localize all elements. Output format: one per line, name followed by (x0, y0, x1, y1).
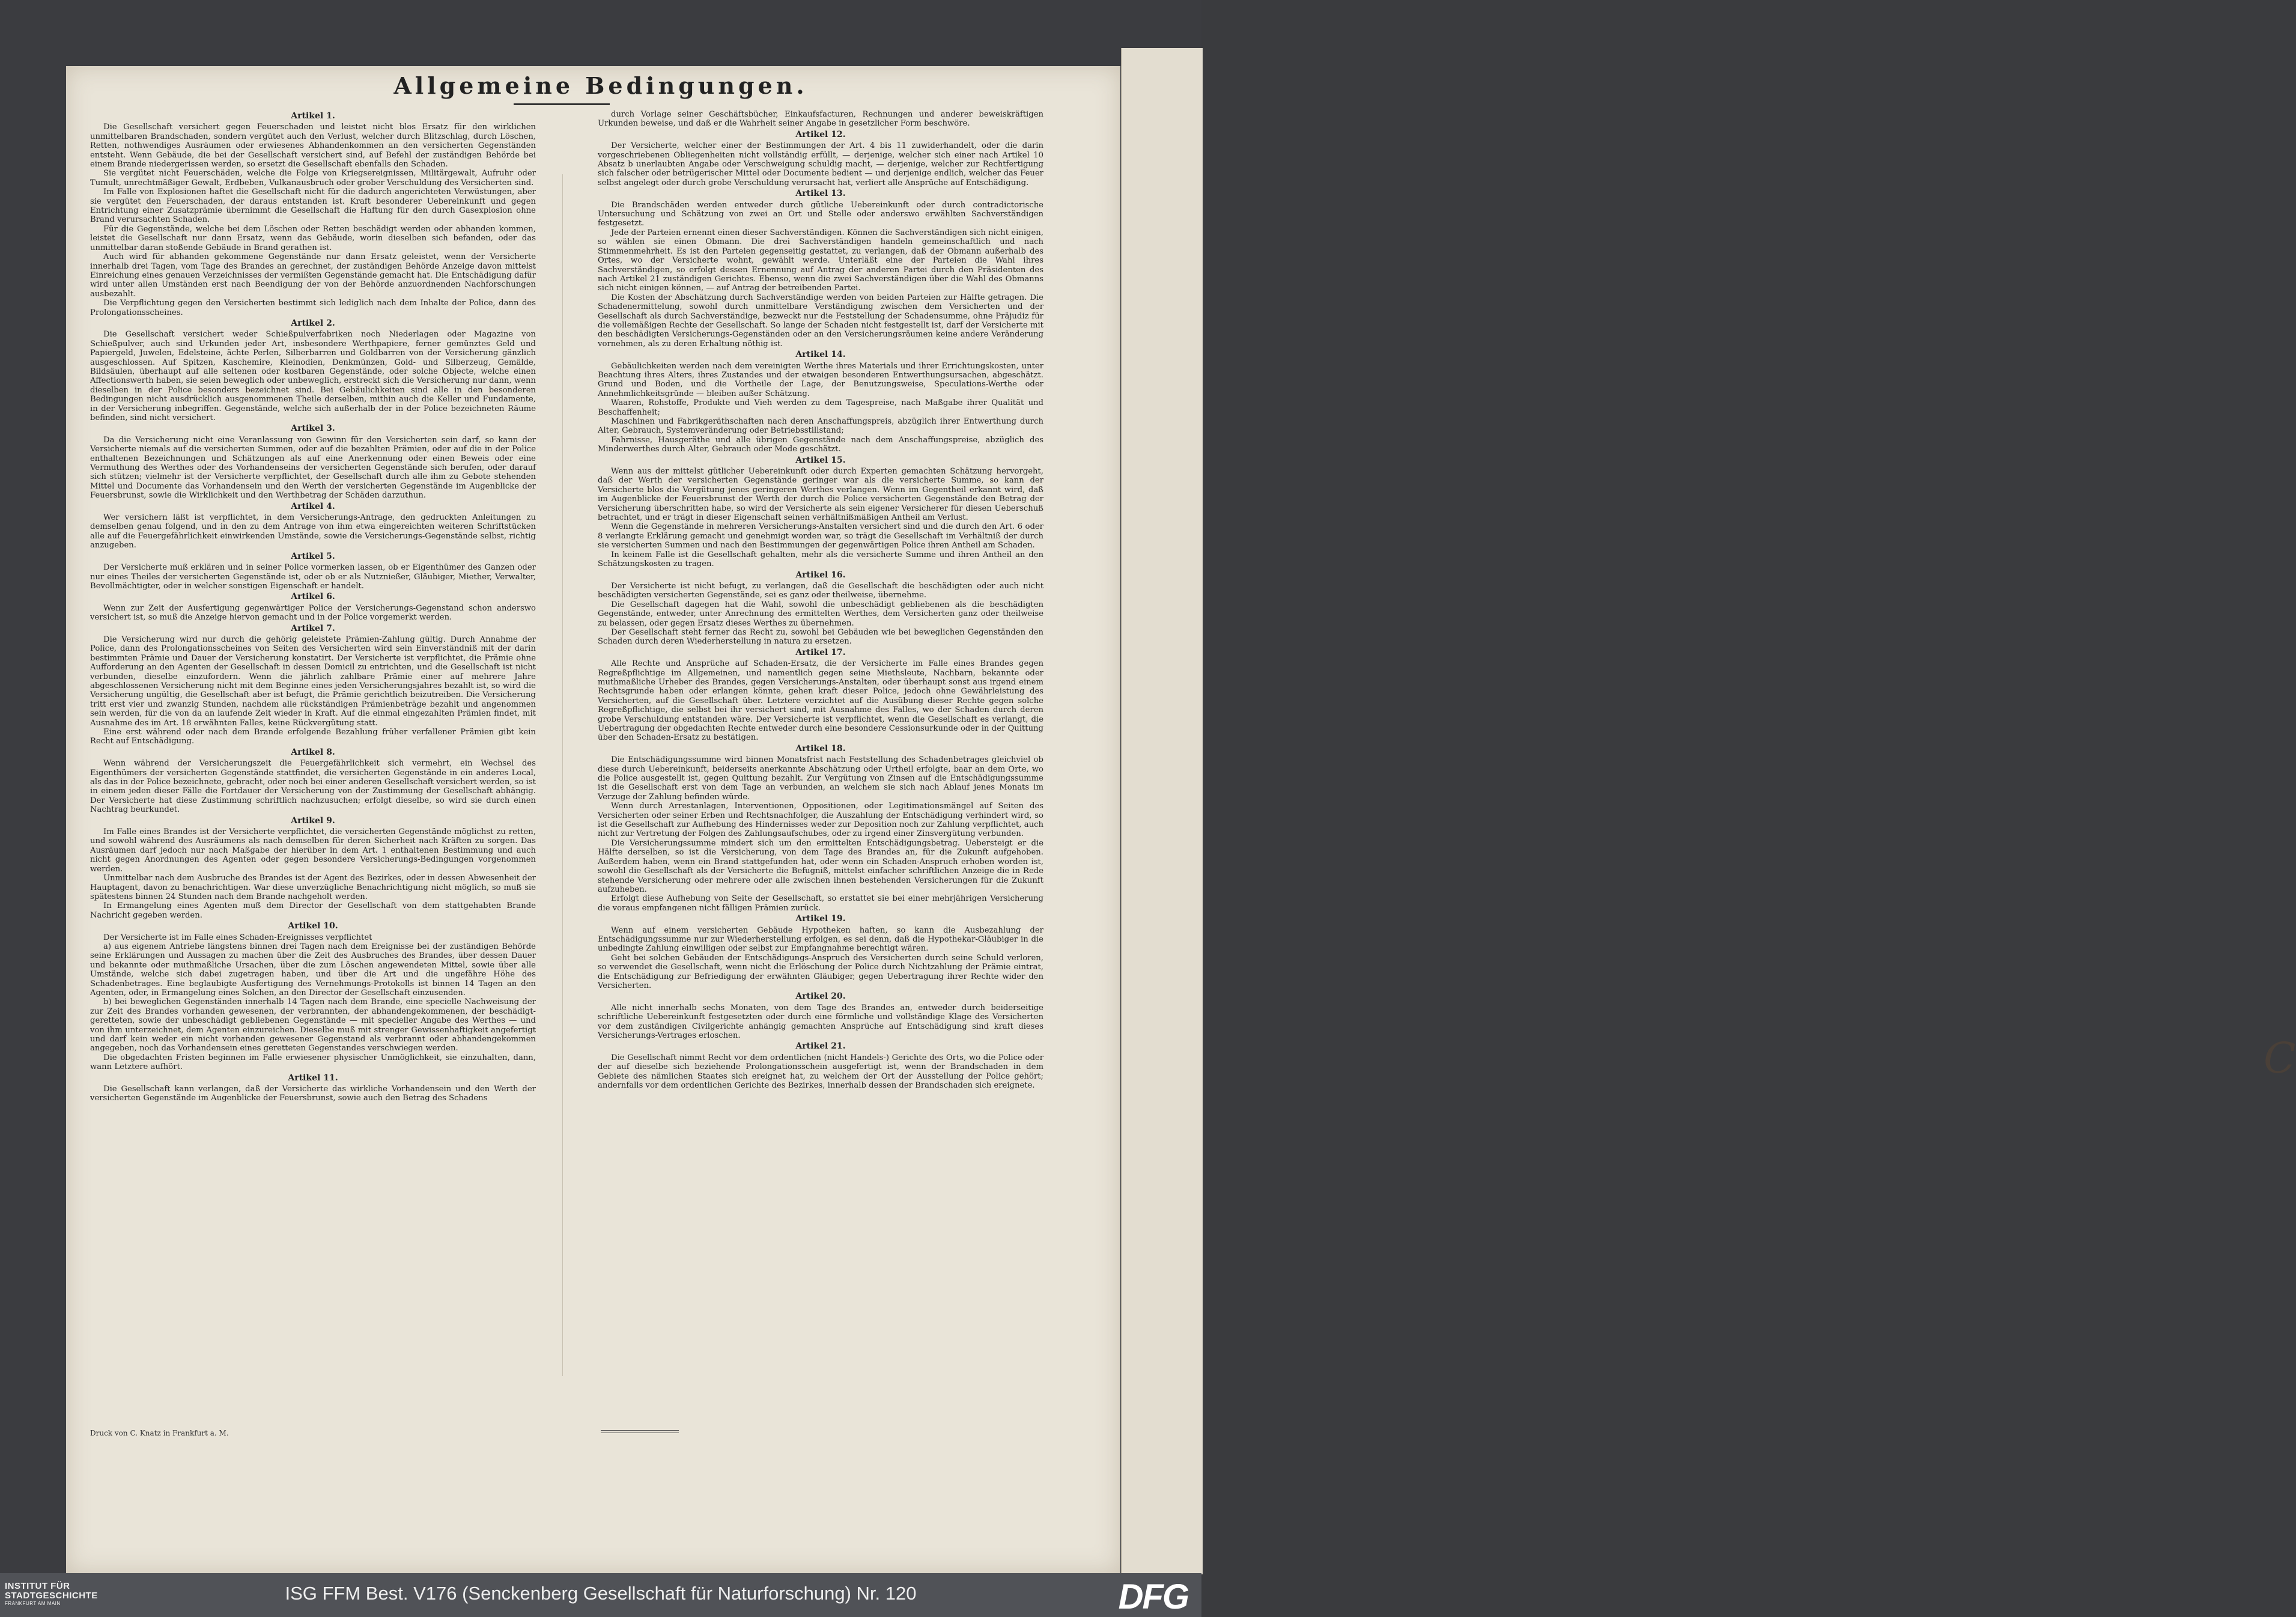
article-body (598, 110, 1043, 129)
article-paragraph: Die Gesellschaft kann verlangen, daß der Versicherte das wirkliche Vorhandensein und den Werth der versicherten Gegenstände im Augenblicke der Feuersbrunst, sowie auch den Betrag des Schadens (90, 1085, 536, 1103)
article-paragraph: Gebäulichkeiten werden nach dem vereinigten Werthe ihres Materials und ihrer Errichtungskosten, unter Beachtung ihres Alters, ihres Zustandes und der etwaigen besonderen Entwerthungsursachen, abgeschätzt. Grund und Boden, und die Vortheile der Lage, der Benutzungsweise, Speculations-Werthe oder Annehmlichkeitsgründe — bleiben außer Schätzung. (598, 361, 1043, 398)
article-paragraph: Erfolgt diese Aufhebung von Seite der Gesellschaft, so erstattet sie bei einer mehrjährigen Versicherung die voraus empfangenen nicht fälligen Prämien zurück. (598, 894, 1043, 913)
article-paragraph: Jede der Parteien ernennt einen dieser Sachverständigen. Können die Sachverständigen sich nicht einigen, so wählen sie einen Obmann. Die drei Sachverständigen handeln gemeinschaftlich und nach Stimmenmehrheit. Es ist den Parteien gegenseitig gestattet, zu verlangen, daß der Obmann außerhalb des Ortes, wo der Versicherte wohnt, gewählt werde. Unterläßt eine der Parteien die Wahl ihres Sachverständigen, so erfolgt dessen Ernennung auf Antrag der anderen Partei durch den Präsidenten des nach Artikel 21 zuständigen Gerichtes. Ebenso, wenn die zwei Sachverständigen über die Wahl des Obmanns sich nicht einigen können, — auf Antrag der betreibenden Partei. (598, 228, 1043, 293)
article-paragraph: Wenn zur Zeit der Ausfertigung gegenwärtiger Police der Versicherungs-Gegenstand schon anderswo versichert ist, so muß die Anzeige hiervon gemacht und in der Police vorgemerkt werden. (90, 603, 536, 623)
article-paragraph: Im Falle eines Brandes ist der Versicherte verpflichtet, die versicherten Gegenstände möglichst zu retten, und sowohl während des Ausräumens als nach demselben für deren Sicherheit nach Kräften zu sorgen. Das Ausräumen darf jedoch nur nach Maßgabe der hierüber in dem Art. 1 enthaltenen Bestimmung und auch nicht gegen Anordnungen des Agenten oder gegen besondere Versicherungs-Bedingungen vorgenommen werden. (90, 827, 536, 874)
article-heading: Artikel 4. (291, 501, 335, 511)
article-paragraph: Wenn die Gegenstände in mehreren Versicherungs-Anstalten versichert sind und die durch den Art. 6 oder 8 verlangte Erklärung gemacht und genehmigt worden war, so trägt die Gesellschaft im Verhältniß der durch sie versicherten Summen und nach den Bestimmungen der gegenwärtigen Police ihren Antheil am Schaden. (598, 522, 1043, 550)
article-paragraph: Wenn während der Versicherungszeit die Feuergefährlichkeit sich vermehrt, ein Wechsel des Eigenthümers der versicherten Gegenstände stattfindet, die versicherten Gegenstände in ein anderes Local, als das in der Police bezeichnete, gebracht, oder noch bei einer anderen Gesellschaft versichert werden, so ist in einem jeden dieser Fälle die Fortdauer der Versicherung von der Zustimmung der Gesellschaft abhängig. Der Versicherte hat diese Zustimmung schriftlich nachzusuchen; erfolgt dieselbe, so wird sie durch einen Nachtrag beurkundet. (90, 759, 536, 815)
article-paragraph: Auch wird für abhanden gekommene Gegenstände nur dann Ersatz geleistet, wenn der Versicherte innerhalb drei Tagen, vom Tage des Brandes an gerechnet, der zuständigen Behörde Anzeige davon mittelst Einreichung eines genauen Verzeichnisses der vermißten Gegenstände gemacht hat. Die Entschädigung dafür wird unter allen Umständen erst nach Beendigung der von der Behörde anzuordnenden Nachforschungen ausbezahlt. (90, 252, 536, 299)
article-body (598, 659, 1043, 743)
article-paragraph: Fahrnisse, Hausgeräthe und alle übrigen Gegenstände nach dem Anschaffungspreise, abzüglich des Minderwerthes durch Alter, Gebrauch oder Mode geschätzt. (598, 435, 1043, 454)
article-paragraph: Alle Rechte und Ansprüche auf Schaden-Ersatz, die der Versicherte im Falle eines Brandes gegen Regreßpflichtige im Allgemeinen, und namentlich gegen seine Miethsleute, Nachbarn, bekannte oder muthmaßliche Urheber des Brandes, gegen Versicherungs-Anstalten, oder überhaupt sonst aus irgend einem Rechtsgrunde haben oder erlangen könnte, gehen kraft dieser Police, jedoch ohne Gewährleistung des Versicherten, auf die Gesellschaft über. Letztere verzichtet auf die Ausübung dieser Rechte gegen solche Regreßpflichtige, die selbst bei ihr versichert sind, mit Ausnahme des Falles, wo der Schaden durch deren grobe Verschuldung entstanden wäre. Der Versicherte ist verpflichtet, wenn die Gesellschaft es verlangt, die Uebertragung der obgedachten Rechte entweder durch eine besondere Cessionsurkunde oder in der Quittung über den Schaden-Ersatz zu bestätigen. (598, 659, 1043, 743)
institution-line-1: INSTITUT FÜR (5, 1581, 70, 1591)
right-column (598, 110, 1043, 1090)
article-heading: Artikel 13. (795, 189, 846, 199)
article-heading: Artikel 7. (291, 623, 335, 633)
article-body (598, 755, 1043, 913)
article-paragraph: Die Verpflichtung gegen den Versicherten bestimmt sich lediglich nach dem Inhalte der Police, dann des Prolongationsscheines. (90, 299, 536, 317)
article-paragraph: Die Gesellschaft dagegen hat die Wahl, sowohl die unbeschädigt gebliebenen als die beschädigten Gegenstände, entweder, unter Anrechnung des ermittelten Werthes, dem Versicherten ganz oder theilweise zu belassen, oder gegen Ersatz dieses Werthes zu übernehmen. (598, 600, 1043, 628)
article-paragraph: Der Versicherte ist im Falle eines Schaden-Ereignisses verpflichtet (103, 933, 372, 942)
article-body (90, 1085, 536, 1103)
article-paragraph: Die Versicherungssumme mindert sich um den ermittelten Entschädigungsbetrag. Uebersteigt er die Hälfte derselben, so ist die Versicherung, von dem Tage des Brandes an, für die Zukunft aufgehoben. Außerdem haben, wenn ein Brand stattgefunden hat, oder wenn ein Schaden-Anspruch erhoben worden ist, sowohl die Gesellschaft als der Versicherte die Befugniß, mittelst einfacher schriftlichen Anzeige die in Rede stehende Versicherung oder mehrere oder alle zwischen ihnen bestehenden Versicherungen für die Zukunft aufzuheben. (598, 838, 1043, 894)
article-paragraph: Waaren, Rohstoffe, Produkte und Vieh werden zu dem Tagespreise, nach Maßgabe ihrer Qualität und Beschaffenheit; (598, 398, 1043, 417)
article-paragraph: Die Gesellschaft versichert weder Schießpulverfabriken noch Niederlagen oder Magazine von Schießpulver, auch sind Urkunden jeder Art, insbesondere Werthpapiere, ferner gemünztes Geld und Papiergeld, Juwelen, Edelsteine, ächte Perlen, Silberbarren und Goldbarren von der Versicherung gänzlich ausgeschlossen. Auf Spitzen, Kaschemire, Kleinodien, Denkmünzen, Gold- und Silberzeug, Gemälde, Bildsäulen, überhaupt auf alle seltenen oder kostbaren Gegenstände, oder solche Objecte, welche einen Affectionswerth haben, sie seien beweglich oder unbeweglich, erstreckt sich die Versicherung nur dann, wenn dieselben in der Police besonders bezeichnet sind. Bei Gebäulichkeiten sind alle in den besonderen Bedingungen nicht ausdrücklich ausgenommenen Theile derselben, mithin auch die Keller und Fundamente, in der Versicherung inbegriffen. Gegenstände, welche sich außerhalb der in der Police bezeichneten Räume befinden, sind nicht versichert. (90, 330, 536, 422)
article-paragraph: durch Vorlage seiner Geschäftsbücher, Einkaufsfacturen, Rechnungen und anderer beweiskräftigen Urkunden beweise, und daß er die Wahrheit seiner Angabe in gesetzlicher Form beschwöre. (598, 110, 1043, 129)
article-heading: Artikel 9. (291, 815, 335, 826)
article-heading: Artikel 20. (795, 991, 846, 1002)
article-paragraph: Wenn aus der mittelst gütlicher Uebereinkunft oder durch Experten gemachten Schätzung hervorgeht, daß der Werth der versicherten Gegenstände geringer war als die versicherte Summe, so kann der Versicherte blos die Vergütung jenes geringeren Werthes verlangen. Wenn im Gegentheil erkannt wird, daß im Augenblicke der Feuersbrunst der Werth der durch die Police versicherten Gegenstände den Betrag der Versicherung überschritten habe, so wird der Versicherte als sein eigener Versicherer für diesen Ueberschuß betrachtet, und er trägt in dieser Eigenschaft seinen verhältnißmäßigen Antheil am Verlust. (598, 467, 1043, 523)
article-heading: Artikel 12. (795, 129, 846, 139)
ornament-rule (601, 1430, 679, 1433)
article-paragraph: Der Gesellschaft steht ferner das Recht zu, sowohl bei Gebäuden wie bei beweglichen Gegenständen den Schaden durch deren Wiederherstellung in natura zu ersetzen. (598, 627, 1043, 647)
article-paragraph: Wenn auf einem versicherten Gebäude Hypotheken haften, so kann die Ausbezahlung der Entschädigungssumme nur zur Wiederherstellung erfolgen, es sei denn, daß die Hypothekar-Gläubiger in die unbedingte Zahlung einwilligen oder selbst zur Empfangnahme berechtigt wären. (598, 925, 1043, 954)
article-heading: Artikel 5. (291, 551, 335, 561)
article-paragraph: Der Versicherte, welcher einer der Bestimmungen der Art. 4 bis 11 zuwiderhandelt, oder die darin vorgeschriebenen Obliegenheiten nicht vollständig erfüllt, — derjenige, welcher sich einer nach Artikel 10 Absatz b unerlaubten Angabe oder Verschweigung schuldig macht, — derjenige, welcher zur Rechtfertigung sich falscher oder betrügerischer Mittel oder Documente bedient — und derjenige endlich, welcher das Feuer selbst angelegt oder durch grobe Verschuldung verursacht hat, verliert alle Ansprüche auf Entschädigung. (598, 141, 1043, 187)
title-underline (514, 103, 610, 105)
article-body (598, 362, 1043, 454)
article-paragraph: Wer versichern läßt ist verpflichtet, in dem Versicherungs-Antrage, den gedruckten Anleitungen zu demselben genau folgend, und in den zu dem Antrage von ihm etwa eingereichten weiteren Schriftstücken alle auf die Feuergefährlichkeit einwirkenden Umstände, sowie die Versicherungs-Gegenstände selbst, richtig anzugeben. (90, 513, 536, 550)
article-paragraph: Der Versicherte muß erklären und in seiner Police vormerken lassen, ob er Eigenthümer des Ganzen oder nur eines Theiles der versicherten Gegenstände ist, oder ob er als Nutznießer, Gläubiger, Miether, Verwalter, Bevollmächtigter, oder in welcher sonstigen Eigenschaft er handelt. (90, 563, 536, 591)
article-body (90, 759, 536, 814)
article-heading: Artikel 21. (795, 1041, 846, 1052)
dfg-logo: DFG (1118, 1577, 1188, 1616)
article-paragraph: Die obgedachten Fristen beginnen im Falle erwiesener physischer Unmöglichkeit, sie einzuhalten, dann, wann Letztere aufhört. (90, 1053, 536, 1072)
article-body (90, 933, 536, 1072)
article-paragraph: Unmittelbar nach dem Ausbruche des Brandes ist der Agent des Bezirkes, oder in dessen Abwesenheit der Hauptagent, davon zu benachrichtigen. War diese unverzügliche Benachrichtigung nicht möglich, so muß sie spätestens binnen 24 Stunden nach dem Brande nachgeholt werden. (90, 874, 536, 901)
article-body (598, 582, 1043, 647)
article-heading: Artikel 17. (795, 647, 846, 657)
article-paragraph: In Ermangelung eines Agenten muß dem Director der Gesellschaft von dem stattgehabten Brande Nachricht gegeben werden. (90, 901, 536, 920)
article-heading: Artikel 2. (291, 318, 335, 328)
article-heading: Artikel 16. (795, 570, 846, 580)
article-paragraph: Der Versicherte ist nicht befugt, zu verlangen, daß die Gesellschaft die beschädigten oder auch nicht beschädigten versicherten Gegenstände, sei es ganz oder theilweise, übernehme. (598, 581, 1043, 600)
article-heading: Artikel 14. (795, 350, 846, 360)
article-paragraph: Geht bei solchen Gebäuden der Entschädigungs-Anspruch des Versicherten durch seine Schuld verloren, so verwendet die Gesellschaft, wenn nicht die Erlöschung der Police durch Nichtzahlung der Prämie eintrat, die Entschädigung zur Befriedigung der erwähnten Gläubiger, gegen Uebertragung ihrer Rechte wider den Versicherten. (598, 953, 1043, 990)
article-paragraph: Wenn durch Arrestanlagen, Interventionen, Oppositionen, oder Legitimationsmängel auf Seiten des Versicherten oder seiner Erben und Rechtsnachfolger, die Auszahlung der Entschädigung verhindert wird, so ist die Gesellschaft zur Aufhebung des Hindernisses weder zur Deposition noch zur Zahlung verpflichtet, auch nicht zur Vertretung der Folgen des Zahlungsaufschubes, oder zu irgend einer Zinsvergütung verbunden. (598, 802, 1043, 839)
article-body (90, 513, 536, 550)
article-paragraph: In keinem Falle ist die Gesellschaft gehalten, mehr als die versicherte Summe und ihren Antheil an den Schätzungskosten zu tragen. (598, 550, 1043, 569)
article-paragraph: Im Falle von Explosionen haftet die Gesellschaft nicht für die dadurch angerichteten Verwüstungen, aber sie vergütet den Feuerschaden, der daraus entstanden ist. Kraft besonderer Uebereinkunft und gegen Entrichtung einer Zusatzprämie übernimmt die Gesellschaft die Haftung für den durch Gasexplosion ohne Brand verursachten Schaden. (90, 187, 536, 225)
institution-line-2: STADTGESCHICHTE (5, 1591, 98, 1601)
article-paragraph: Die Kosten der Abschätzung durch Sachverständige werden von beiden Parteien zur Hälfte getragen. Die Schadenermittelung, sowohl durch unmittelbare Verständigung zwischen dem Versicherten und der Gesellschaft als durch Sachverständige, bezweckt nur die Feststellung der Schadensumme, ohne Präjudiz für die vollemäßigen Rechte der Gesellschaft. So lange der Schaden nicht festgestellt ist, darf der Versicherte mit den beschädigten Versicherungs-Gegenständen oder an den Versicherungsräumen keine andere Veränderung vornehmen, als zu deren Erhaltung nöthig ist. (598, 293, 1043, 349)
article-heading: Artikel 3. (291, 424, 335, 434)
archive-caption: ISG FFM Best. V176 (Senckenberg Gesellschaft für Naturforschung) Nr. 120 (285, 1583, 917, 1604)
article-body (90, 330, 536, 422)
article-paragraph: Eine erst während oder nach dem Brande erfolgende Bezahlung früher verfallener Prämien gibt kein Recht auf Entschädigung. (90, 728, 536, 746)
article-paragraph: Die Brandschäden werden entweder durch gütliche Uebereinkunft oder durch contradictorische Untersuchung und Schätzung von zwei an Ort und Stelle oder anderswo erwählten Sachverständigen festgesetzt. (598, 200, 1043, 228)
article-body (598, 201, 1043, 349)
article-paragraph: Da die Versicherung nicht eine Veranlassung von Gewinn für den Versicherten sein darf, so kann der Versicherte niemals auf die versicherten Summen, oder auf die bezahlten Prämien, oder auf die in der Police enthaltenen Bezeichnungen und Schätzungen als auf eine Anerkennung oder einen Beweis oder eine Vermuthung des Werthes oder des Vorhandenseins der versicherten Gegenstände sich berufen, oder darauf sich stützen; vielmehr ist der Versicherte verpflichtet, der Gesellschaft durch alle ihm zu Gebote stehenden Mittel und Documente das Vorhandensein und den Werth der versicherten Gegenstände im Augenblicke der Feuersbrunst, sowie die Wirklichkeit und den Werthbetrag der Schäden darzuthun. (90, 435, 536, 501)
article-heading: Artikel 18. (795, 743, 846, 754)
article-body (90, 123, 536, 317)
article-heading: Artikel 15. (795, 455, 846, 465)
article-heading: Artikel 10. (288, 921, 338, 931)
article-paragraph: Alle nicht innerhalb sechs Monaten, von dem Tage des Brandes an, entweder durch beiderseitige schriftliche Uebereinkunft festgesetzten oder durch eine förmliche und vollständige Klage des Versicherten vor dem zuständigen Civilgerichte anhängig gemachten Ansprüche auf Entschädigung sind kraft dieses Versicherungs-Vertrages erloschen. (598, 1003, 1043, 1040)
document-title: Allgemeine Bedingungen. (393, 72, 808, 99)
article-heading: Artikel 1. (291, 111, 335, 121)
article-paragraph: a) aus eigenem Antriebe längstens binnen drei Tagen nach dem Ereignisse bei der zuständigen Behörde seine Erklärungen und Aussagen zu machen über die Zeit des Ausbruches des Brandes, über dessen Dauer und bekannte oder muthmaßliche Ursachen, über die zum Löschen angewendeten Mittel, sowie über alle Umstände, welche sich dabei zugetragen haben, und über die Art und die ungefähre Höhe des Schadenbetrages. Eine beglaubigte Ausfertigung des Vernehmungs-Protokolls ist binnen 14 Tagen an den Agenten, oder, in Ermangelung eines Solchen, an den Director der Gesellschaft einzusenden. (90, 942, 536, 997)
article-heading: Artikel 11. (288, 1073, 338, 1083)
article-paragraph: Die Gesellschaft versichert gegen Feuerschaden und leistet nicht blos Ersatz für den wirklichen unmittelbaren Brandschaden, sondern vergütet auch den Verlust, welcher durch Blitzschlag, durch Löschen, Retten, nothwendiges Ausräumen oder erwiesenes Abhandenkommen an den versicherten Gegenständen entsteht. Wenn Gebäude, die bei der Gesellschaft versichert sind, auf Befehl der zuständigen Behörde bei einem Brande niedergerissen werden, so ersetzt die Gesellschaft ebenfalls den Schaden. (90, 123, 536, 169)
article-paragraph: Die Entschädigungssumme wird binnen Monatsfrist nach Feststellung des Schadenbetrages gleichviel ob diese durch Uebereinkunft, beiderseits anerkannte Abschätzung oder Urtheil erfolgte, baar an dem Orte, wo die Police ausgestellt ist, gegen Quittung bezahlt. Zur Vergütung von Zinsen auf die Entschädigungssumme ist die Gesellschaft erst von dem Tage an verbunden, an welchem sie sich nach Ablauf jenes Monats im Verzuge der Zahlung befinden würde. (598, 755, 1043, 802)
article-body (90, 436, 536, 501)
article-heading: Artikel 19. (795, 914, 846, 924)
next-page-edge (1121, 48, 2296, 1574)
article-body (598, 926, 1043, 991)
article-body (598, 1053, 1043, 1091)
column-divider (562, 174, 563, 1376)
article-paragraph: Die Gesellschaft nimmt Recht vor dem ordentlichen (nicht Handels-) Gerichte des Orts, wo die Police oder der auf dieselbe sich beziehende Prolongationsschein ausgefertigt ist, wenn der Brandschaden in dem Gebiete des nämlichen Staates sich ereignet hat, zu welchem der Ort der Ausstellung der Police gehört; andernfalls vor dem ordentlichen Gerichte des Bezirkes, innerhalb dessen der Brandschaden sich ereignete. (598, 1053, 1043, 1091)
article-paragraph: Sie vergütet nicht Feuerschäden, welche die Folge von Kriegsereignissen, Militärgewalt, Aufruhr oder Tumult, unrechtmäßiger Gewalt, Erdbeben, Vulkanausbruch oder grober Verschuldung des Versicherten sind. (90, 169, 536, 187)
article-paragraph: Die Versicherung wird nur durch die gehörig geleistete Prämien-Zahlung gültig. Durch Annahme der Police, dann des Prolongationsscheines von Seiten des Versicherten wird sein Einverständniß mit der darin bestimmten Prämie und Dauer der Versicherung konstatirt. Der Versicherte ist verpflichtet, die Prämie ohne Aufforderung an den Agenten der Gesellschaft in dessen Domicil zu entrichten, und die Gesellschaft ist nicht verbunden, dieselbe einzufordern. Wenn die jährlich zahlbare Prämie einer auf mehrere Jahre abgeschlossenen Versicherung nicht mit dem Beginne eines jeden Versicherungsjahres bezahlt ist, so wird die Versicherung ungültig, die Gesellschaft aber ist befugt, die Prämie gerichtlich beizutreiben. Die Versicherung tritt erst vier und zwanzig Stunden, nachdem alle rückständigen Prämienbeträge bezahlt und angenommen sein werden, für die von da an laufende Zeit wieder in Kraft. Auf die einmal eingezahlten Prämien findet, mit Ausnahme des im Art. 18 erwähnten Falles, keine Rückvergütung statt. (90, 635, 536, 728)
article-body (90, 563, 536, 591)
article-body (598, 141, 1043, 187)
archive-footer (0, 1573, 1201, 1617)
printer-imprint: Druck von C. Knatz in Frankfurt a. M. (90, 1429, 229, 1437)
article-body (90, 635, 536, 746)
article-body (90, 827, 536, 920)
article-body (598, 467, 1043, 568)
left-column (90, 110, 536, 1103)
handwritten-mark: C (2264, 1034, 2296, 1083)
article-heading: Artikel 8. (291, 747, 335, 757)
article-body (90, 604, 536, 623)
article-paragraph: Maschinen und Fabrikgeräthschaften nach deren Anschaffungspreis, abzüglich ihrer Entwerthung durch Alter, Gebrauch, Systemveränderung oder Betriebsstillstand; (598, 417, 1043, 436)
article-paragraph: b) bei beweglichen Gegenständen innerhalb 14 Tagen nach dem Brande, eine specielle Nachweisung der zur Zeit des Brandes vorhanden gewesenen, der verbrannten, der abhandengekommenen, der beschädigt-geretteten, sowie der unbeschädigt gebliebenen Gegenstände — mit specieller Angabe des Werthes — und von ihm unterzeichnet, dem Agenten einzureichen. Dieselbe muß mit strenger Gewissenhaftigkeit angefertigt und darf kein weder ein nicht vorhanden gewesener Gegenstand als verbrannt oder abhandengekommen angegeben, noch das Vorhandensein eines geretteten Gegenstandes verschwiegen werden. (90, 997, 536, 1053)
article-body (598, 1003, 1043, 1041)
article-heading: Artikel 6. (291, 592, 335, 602)
institution-line-3: FRANKFURT AM MAIN (5, 1601, 61, 1606)
article-paragraph: Für die Gegenstände, welche bei dem Löschen oder Retten beschädigt werden oder abhanden kommen, leistet die Gesellschaft nur dann Ersatz, wenn das Gebäude, worin dieselben sich befanden, oder das unmittelbar daran stoßende Gebäude in Brand gerathen ist. (90, 224, 536, 252)
